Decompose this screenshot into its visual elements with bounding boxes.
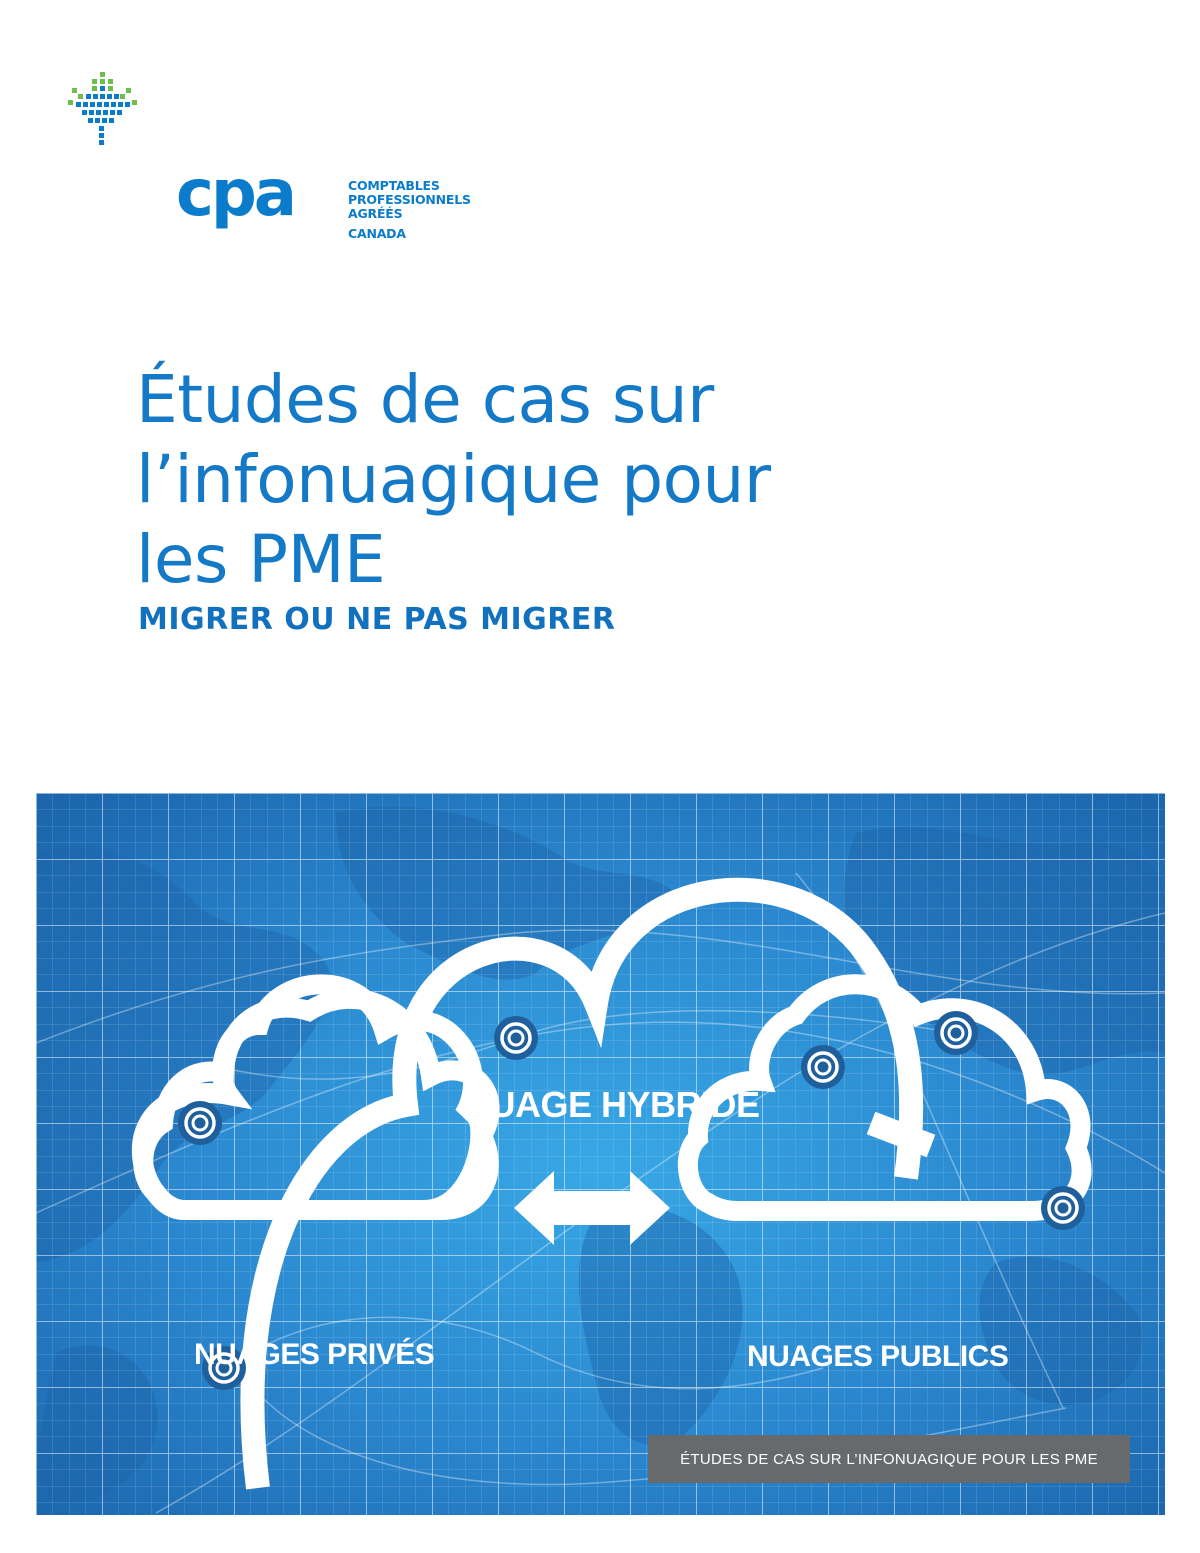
title-line: Études de cas sur [136, 361, 714, 438]
hybrid-cloud-label: NUAGE HYBRIDE [464, 1084, 760, 1125]
public-cloud-label: NUAGES PUBLICS [747, 1340, 1009, 1373]
node-icon-markers [36, 793, 1165, 1515]
logo-line: CANADA [348, 226, 406, 241]
maple-leaf-icon [68, 70, 140, 150]
title-line: les PME [136, 521, 386, 598]
logo-line: PROFESSIONNELS [348, 192, 471, 207]
logo-line: AGRÉÉS [348, 206, 403, 221]
logo-line: COMPTABLES [348, 178, 440, 193]
corner-node-icon [1041, 1186, 1085, 1230]
title-line: l’infonuagique pour [136, 441, 771, 518]
footer-title-bar: ÉTUDES DE CAS SUR L’INFONUAGIQUE POUR LES PME [648, 1435, 1130, 1483]
private-node-icon [178, 1101, 222, 1145]
cloud-illustration [36, 793, 1165, 1515]
logo-text [348, 179, 471, 241]
cpa-logo [68, 70, 471, 241]
private-cloud-label: NUAGES PRIVÉS [194, 1338, 435, 1371]
cpa-wordmark: cpa [176, 157, 294, 231]
document-title [136, 360, 770, 600]
public-node-icon [801, 1045, 845, 1089]
document-subtitle: MIGRER OU NE PAS MIGRER [138, 602, 616, 637]
